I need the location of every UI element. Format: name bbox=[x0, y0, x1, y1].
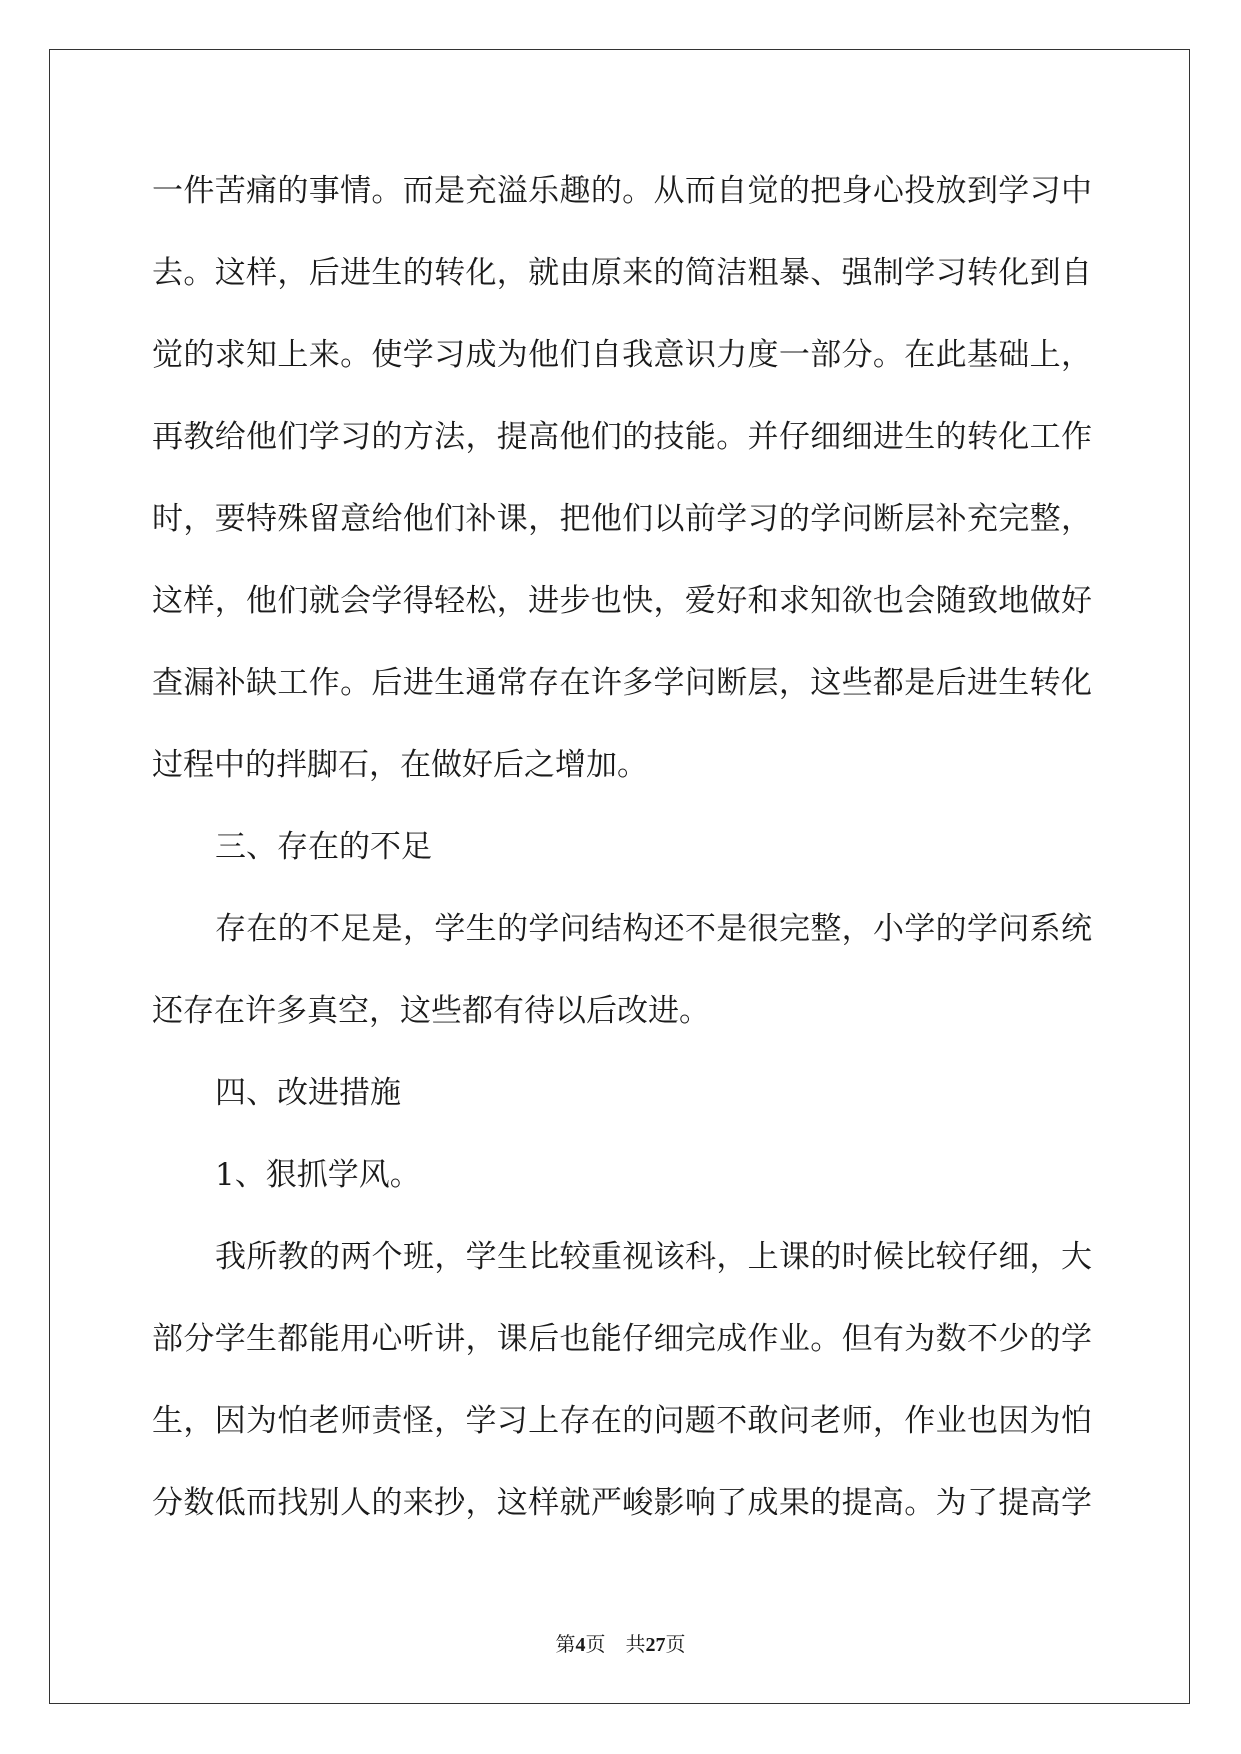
paragraph-line: 我所教的两个班，学生比较重视该科，上课的时候比较仔细，大 bbox=[215, 1239, 1092, 1275]
document-body bbox=[152, 163, 1092, 1557]
paragraph-line: 分数低而找别人的来抄，这样就严峻影响了成果的提高。为了提高学 bbox=[152, 1485, 1092, 1521]
section-heading: 四、改进措施 bbox=[215, 1075, 401, 1111]
paragraph-line: 觉的求知上来。使学习成为他们自我意识力度一部分。在此基础上， bbox=[152, 337, 1092, 373]
total-prefix: 共 bbox=[625, 1634, 646, 1656]
total-suffix: 页 bbox=[665, 1634, 686, 1656]
paragraph-line: 再教给他们学习的方法，提高他们的技能。并仔细细进生的转化工作 bbox=[152, 419, 1092, 455]
paragraph-line: 部分学生都能用心听讲，课后也能仔细完成作业。但有为数不少的学 bbox=[152, 1321, 1092, 1357]
paragraph-line: 去。这样，后进生的转化，就由原来的简洁粗暴、强制学习转化到自 bbox=[152, 255, 1092, 291]
paragraph-line: 查漏补缺工作。后进生通常存在许多学问断层，这些都是后进生转化 bbox=[152, 665, 1092, 701]
section-heading: 三、存在的不足 bbox=[215, 829, 432, 865]
paragraph-line: 生，因为怕老师责怪，学习上存在的问题不敢问老师，作业也因为怕 bbox=[152, 1403, 1092, 1439]
page-footer bbox=[0, 1628, 1241, 1657]
page-number: 4 bbox=[575, 1634, 586, 1656]
paragraph-line: 存在的不足是，学生的学问结构还不是很完整，小学的学问系统 bbox=[215, 911, 1092, 947]
subsection-heading: 1、狠抓学风。 bbox=[215, 1157, 421, 1193]
paragraph-line: 一件苦痛的事情。而是充溢乐趣的。从而自觉的把身心投放到学习中 bbox=[152, 173, 1092, 209]
page-suffix: 页 bbox=[585, 1634, 606, 1656]
paragraph-line: 这样，他们就会学得轻松，进步也快，爱好和求知欲也会随致地做好 bbox=[152, 583, 1092, 619]
paragraph-line: 过程中的拌脚石，在做好后之增加。 bbox=[152, 747, 648, 783]
paragraph-line: 时，要特殊留意给他们补课，把他们以前学习的学问断层补充完整， bbox=[152, 501, 1092, 537]
total-pages: 27 bbox=[645, 1634, 666, 1656]
paragraph-line: 还存在许多真空，这些都有待以后改进。 bbox=[152, 993, 710, 1029]
page-prefix: 第 bbox=[555, 1634, 576, 1656]
